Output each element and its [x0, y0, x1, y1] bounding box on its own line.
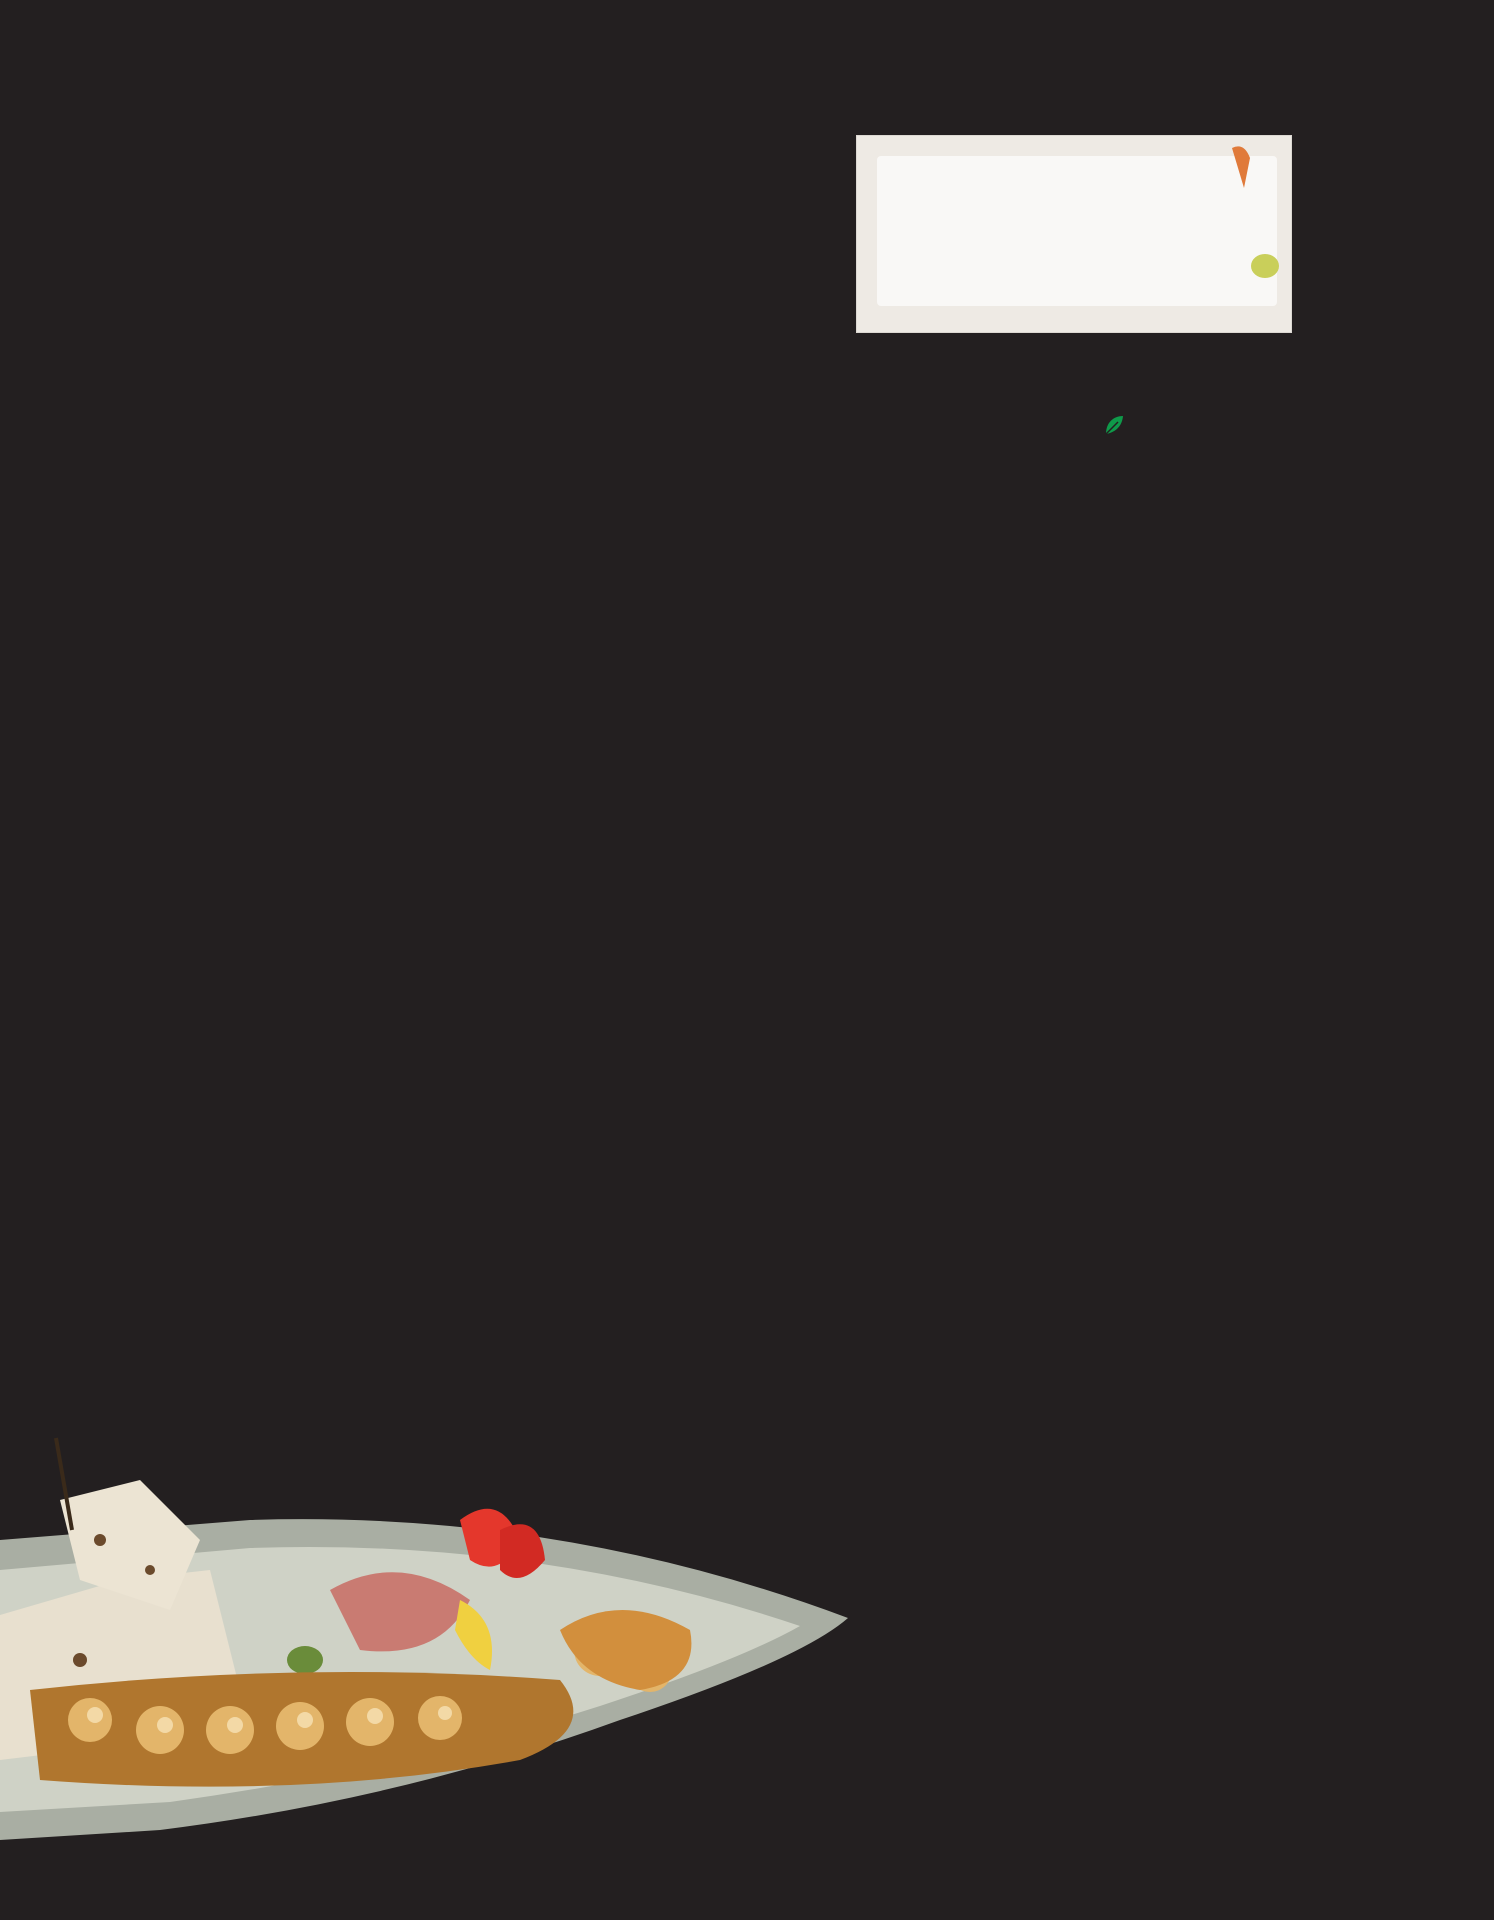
boat-photo — [0, 1430, 850, 1850]
leaf-icon — [1104, 412, 1124, 440]
roll-combo-photo — [856, 135, 1292, 333]
vegan-label — [1104, 412, 1124, 441]
